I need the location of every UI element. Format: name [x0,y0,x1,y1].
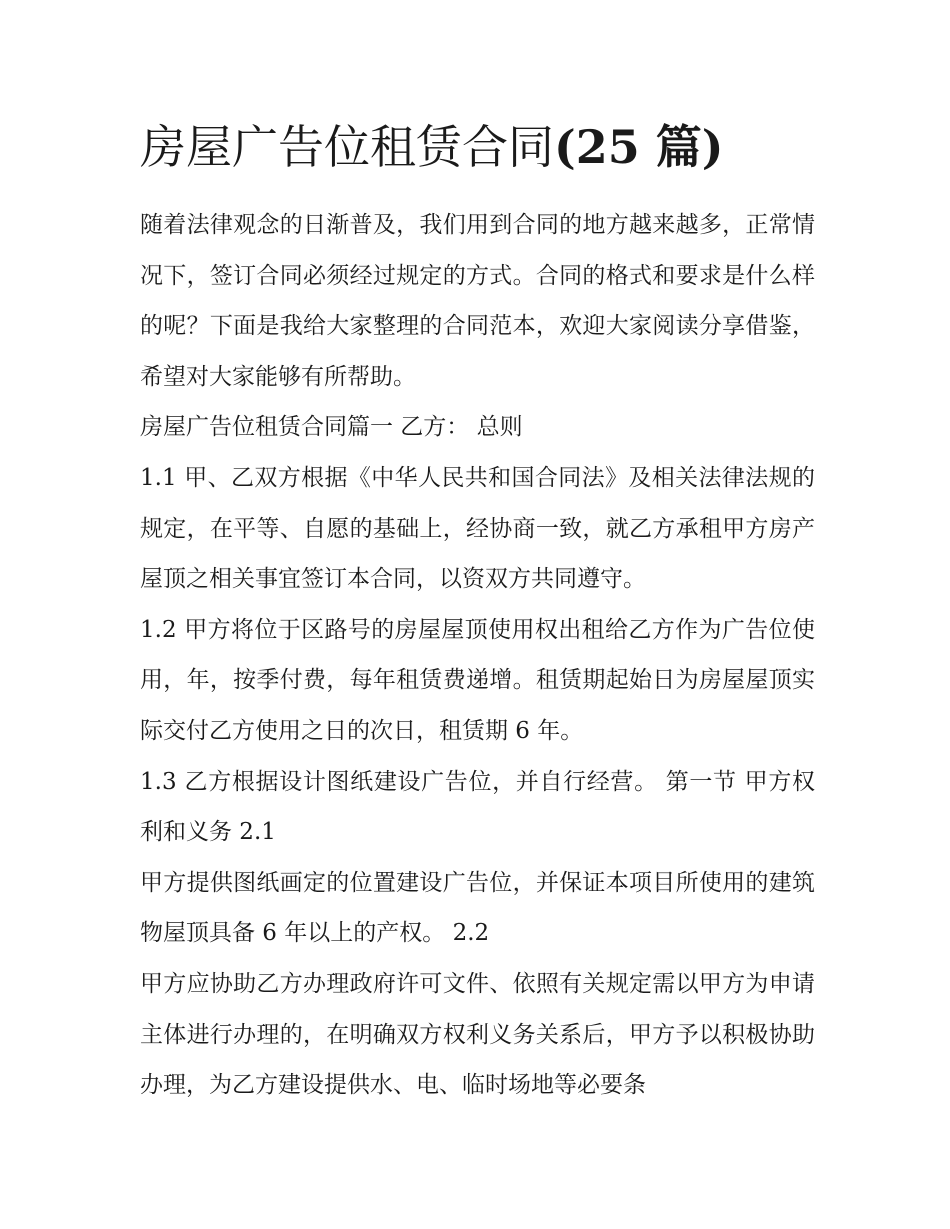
clause-1-2: 1.2 甲方将位于区路号的房屋屋顶使用权出租给乙方作为广告位使用，年，按季付费，每年租赁费递增。租赁期起始日为房屋屋顶实际交付乙方使用之日的次日，租赁期 6 年。 [140,616,815,744]
section-heading: 房屋广告位租赁合同篇一 乙方： 总则 [140,414,523,441]
clause-2-1: 甲方提供图纸画定的位置建设广告位，并保证本项目所使用的建筑物屋顶具备 6 年以上的产权。 2.2 [140,869,815,947]
intro-paragraph: 随着法律观念的日渐普及，我们用到合同的地方越来越多，正常情况下，签订合同必须经过规定的方式。合同的格式和要求是什么样的呢？下面是我给大家整理的合同范本，欢迎大家阅读分享借鉴，希望对大家能够有所帮助。 [140,212,815,390]
clause-2-2: 甲方应协助乙方办理政府许可文件、依照有关规定需以甲方为申请主体进行办理的，在明确双方权利义务关系后，甲方予以积极协助办理，为乙方建设提供水、电、临时场地等必要条 [140,970,815,1099]
clause-1-1: 1.1 甲、乙双方根据《中华人民共和国合同法》及相关法律法规的规定，在平等、自愿的基础上，经协商一致，就乙方承租甲方房产屋顶之相关事宜签订本合同，以资双方共同遵守。 [140,464,815,593]
document-body [140,112,815,1111]
title-count: (25 [554,120,640,174]
title-suffix: 篇) [639,120,724,174]
clause-1-3: 1.3 乙方根据设计图纸建设广告位，并自行经营。 第一节 甲方权利和义务 2.1 [140,768,815,846]
title-text: 房屋广告位租赁合同 [140,120,554,174]
document-title [140,112,815,182]
